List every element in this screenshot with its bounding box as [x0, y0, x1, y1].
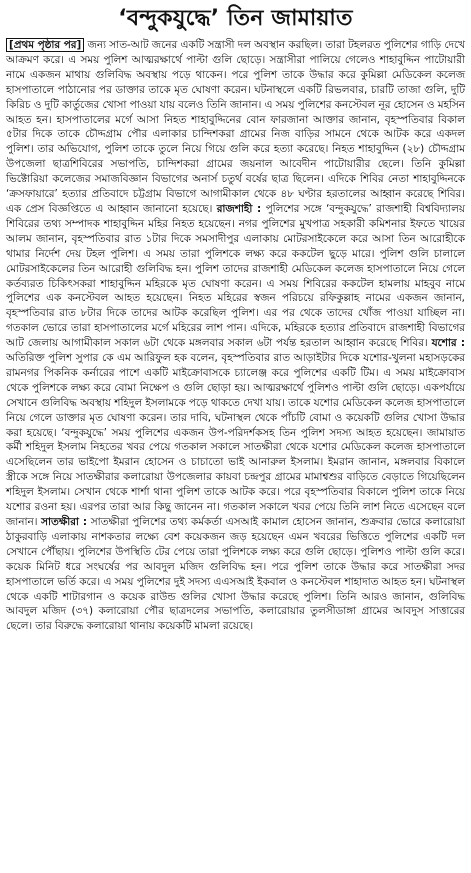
article-headline: ‘বন্দুকযুদ্ধে’ তিন জামায়াত [118, 6, 353, 31]
dateline-rajshahi: রাজশাহী : [216, 202, 262, 215]
paragraph-rajshahi: পুলিশের সঙ্গে ‘বন্দুকযুদ্ধে’ রাজশাহী বিশ্ববিদ্যালয় শিবিরের তথ্য সম্পাদক শাহাবুদ্দিন মহির নিহত হয়েছেন। নগর পুলিশের মুখপাত্র সহকারী কমিশনার ইফতে খায়ের আলম জানান, বৃহস্পতিবার রাত ১টার দিকে সমসাদীপুর এলাকায় মোটরসাইকেলে করে আসা তিন আরোহীকে থামার নির্দেশ দেয় টহল পুলিশ। এ সময় তারা পুলিশকে লক্ষ্য করে ককটেল ছুড়ে মারে। পুলিশ গুলি চালালে মোটরসাইকেলের তিন আরোহী গুলিবিদ্ধ হন। পুলিশ তাদের রাজশাহী মেডিকেল কলেজ হাসপাতালে নিয়ে গেলে কর্তব্যরত চিকিৎসকরা শাহাবুদ্দিন মহিরকে মৃত ঘোষণা করেন। এ সময় শিবিরের ককটেল হামলায় মাহবুব নামে পুলিশের এক কনস্টেবল আহত হয়েছেন। নিহত মহিরের স্বজন পরিচয়ে রফিকুল্লাহ নামের একজন জানান, বৃহস্পতিবার রাত ৮টার দিকে তাদের আটক করেছিল পুলিশ। এর পর থেকে তাদের খোঁজ পাওয়া যাচ্ছিল না। গতকাল ভোরে তারা হাসপাতালের মর্গে মহিরের লাশ পান। এদিকে, মহিরকে হত্যার প্রতিবাদে রাজশাহী বিভাগের আট জেলায় আগামীকাল সকাল ৬টা থেকে মঙ্গলবার সকাল ৬টা পর্যন্ত হরতাল আহ্বান করেছে শিবির। [6, 202, 466, 350]
continuation-kicker: [প্রথম পৃষ্ঠার পর] [6, 38, 84, 52]
news-article [4, 4, 467, 869]
article-body [4, 38, 467, 634]
paragraph-comilla: জন্য সাত-আট জনের একটি সন্ত্রাসী দল অবস্থান করছিল। তারা টহলরত পুলিশের গাড়ি দেখে আক্রমণ করে। এ সময় পুলিশ আত্মরক্ষার্থে পাল্টা গুলি ছোড়ে। সন্ত্রাসীরা পালিয়ে গেলেও শাহাবুদ্দিন পাটোয়ারী নামে একজন মাথায় গুলিবিদ্ধ অবস্থায় পড়ে থাকেন। পরে পুলিশ তাকে উদ্ধার করে কুমিল্লা মেডিকেল কলেজ হাসপাতালে পাঠানোর পর ডাক্তার তাকে মৃত ঘোষণা করেন। ঘটনাস্থলে একটি রিভলবার, চারটি তাজা গুলি, দুটি কিরিচ ও দুটি কার্তুজের খোসা পাওয়া যায় বলেও তিনি জানান। এ সময় পুলিশের কনস্টেবল নূর হোসেন ও মহসিন আহত হন। হাসপাতালের মর্গে আসা নিহত শাহাবুদ্দিনের বোন ফারজানা আক্তার জানান, বৃহস্পতিবার বিকাল ৫টার দিকে তাকে চৌদ্দগ্রাম পৌর এলাকার চান্দিশকরা গ্রামের নিজ বাড়ির সামনে থেকে আটক করে একদল পুলিশ। তার অভিযোগ, পুলিশ তাকে তুলে নিয়ে গিয়ে গুলি করে হত্যা করেছে। নিহত শাহাবুদ্দিন (২৮) চৌদ্দগ্রাম উপজেলা ছাত্রশিবিরের সভাপতি, চান্দিশকরা গ্রামের জয়নাল আবেদীন পাটোয়ারীর ছেলে। তিনি কুমিল্লা ভিক্টোরিয়া কলেজের সমাজবিজ্ঞান বিভাগের অনার্স চতুর্থ বর্ষের ছাত্র ছিলেন। এদিকে শিবির নেতা শাহাবুদ্দিনকে ‘ক্রসফায়ারে’ হত্যার প্রতিবাদে চট্টগ্রাম বিভাগে আগামীকাল থেকে ৪৮ ঘণ্টার হরতালের আহ্বান করেছে শিবির। এক প্রেস বিজ্ঞপ্তিতে এ আহ্বান জানানো হয়েছে। [6, 39, 465, 215]
dateline-satkhira: সাতক্ষীরা : [41, 516, 88, 528]
dateline-jessore: যশোর : [431, 337, 465, 350]
paragraph-satkhira: সাতক্ষীরা পুলিশের তথ্য কর্মকর্তা এসআই কামাল হোসেন জানান, শুক্রবার ভোরে কলারোয়া ঠাকুরবাড়ি এলাকায় নাশকতার লক্ষ্যে বেশ কয়েকজন জড় হয়েছেন এমন খবরের ভিত্তিতে পুলিশের একটি দল সেখানে পৌঁছায়। পুলিশের উপস্থিতি টের পেয়ে তারা পুলিশকে লক্ষ্য করে গুলি ছোড়ে। পুলিশও পাল্টা গুলি করে। কয়েক মিনিট ধরে সংঘর্ষের পর আবদুল মজিদ গুলিবিদ্ধ হন। পরে পুলিশ তাকে উদ্ধার করে সাতক্ষীরা সদর হাসপাতালে ভর্তি করে। এ সময় পুলিশের দুই সদস্য এএসআই ইকবাল ও কনস্টেবল শাহাদাত আহত হন। ঘটনাস্থল থেকে একটি শাটারগান ও কয়েক রাউন্ড গুলির খোসা উদ্ধার করেছে পুলিশ। তিনি আরও জানান, গুলিবিদ্ধ আবদুল মজিদ (৩৭) কলারোয়া পৌর ছাত্রদলের সভাপতি, কলারোয়ার তুলসীডাঙ্গা গ্রামের আবদুস সাত্তারের ছেলে। তার বিরুদ্ধে কলারোয়া থানায় কয়েকটি মামলা রয়েছে। [6, 516, 465, 633]
paragraph-jessore: অতিরিক্ত পুলিশ সুপার কে এম আরিফুল হক বলেন, বৃহস্পতিবার রাত আড়াইটার দিকে যশোর-খুলনা মহাসড়কের রামনগর পিকনিক কর্নারের পাশে একটি মাইক্রোবাসকে চ্যালেঞ্জ করে পুলিশের একটি টিম। এ সময় মাইক্রোবাস থেকে পুলিশকে লক্ষ্য করে বোমা নিক্ষেপ ও গুলি ছোড়া হয়। আত্মরক্ষার্থে পুলিশও পাল্টা গুলি ছোড়ে। একপর্যায়ে সেখানে গুলিবিদ্ধ অবস্থায় শহিদুল ইসলামকে পড়ে থাকতে দেখা যায়। তাকে যশোর মেডিকেল কলেজ হাসপাতালে নিয়ে গেলে ডাক্তার মৃত ঘোষণা করেন। তার দাবি, ঘটনাস্থল থেকে পাঁচটি বোমা ও কয়েকটি গুলির খোসা উদ্ধার করা হয়েছে। ‘বন্দুকযুদ্ধে’ সময় পুলিশের একজন উপ-পরিদর্শকসহ তিন পুলিশ সদস্য আহত হয়েছেন। জামায়াত কর্মী শহিদুল ইসলাম নিহতের খবর পেয়ে গতকাল সকালে সাতক্ষীরা থেকে যশোর মেডিকেল কলেজ হাসপাতালে এসেছিলেন তার ভাইপো ইমরান হোসেন ও চাচাতো ভাই আনারুল ইসলাম। ইমরান জানান, মঙ্গলবার বিকালে স্ত্রীকে সঙ্গে নিয়ে সাতক্ষীরার কলারোয়া উপজেলার কায়বা চন্দ্রপুর গ্রামের মামাশ্বশুর বাড়িতে বেড়াতে গিয়েছিলেন শহিদুল ইসলাম। সেখান থেকে শার্শা থানা পুলিশ তাকে আটক করে। পরে বৃহস্পতিবার বিকালে পুলিশ তাকে নিয়ে যশোর রওনা হয়। এরপর তারা আর কিছু জানেন না। গতকাল সকালে খবর পেয়ে তিনি লাশ নিতে এসেছেন বলে জানান। [6, 352, 465, 528]
